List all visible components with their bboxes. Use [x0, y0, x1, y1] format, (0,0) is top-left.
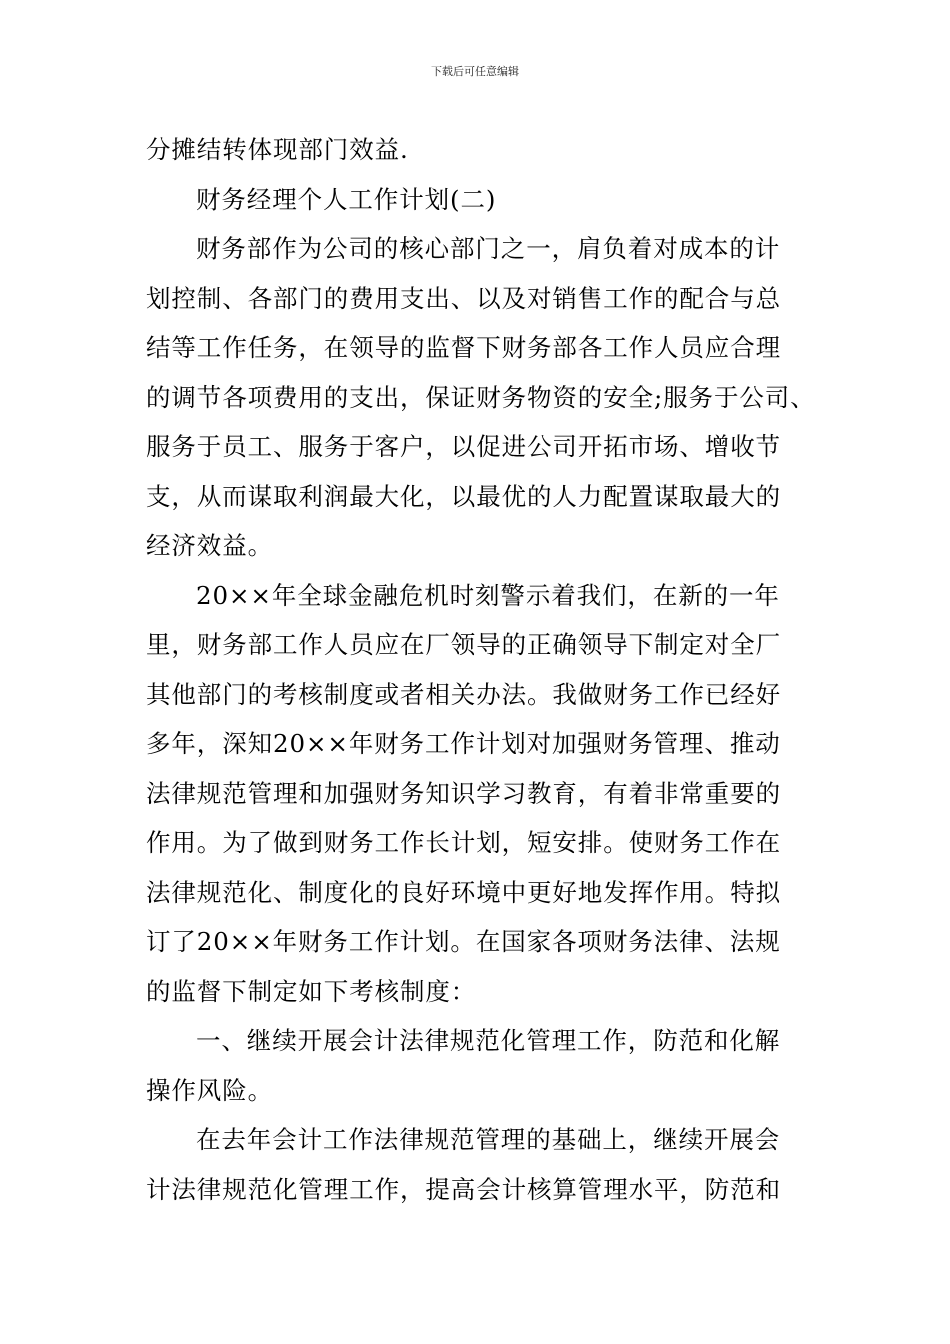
text-line-15: 作用。为了做到财务工作长计划，短安排。使财务工作在	[146, 828, 781, 857]
text-line-21: 在去年会计工作法律规范管理的基础上，继续开展会	[196, 1125, 781, 1154]
text-line-9: 经济效益。	[146, 531, 273, 560]
document-body	[146, 125, 826, 1214]
section-title: 财务经理个人工作计划(二)	[196, 184, 497, 214]
text-line-12: 其他部门的考核制度或者相关办法。我做财务工作已经好	[146, 679, 781, 709]
text-line-8: 支，从而谋取利润最大化，以最优的人力配置谋取最大的	[146, 481, 781, 511]
text-line-20: 操作风险。	[146, 1075, 273, 1105]
text-line-10: 20××年全球金融危机时刻警示着我们，在新的一年	[196, 580, 780, 610]
text-line-11: 里，财务部工作人员应在厂领导的正确领导下制定对全厂	[146, 630, 781, 659]
text-line-19: 一、继续开展会计法律规范化管理工作，防范和化解	[196, 1026, 781, 1055]
text-line-17: 订了20××年财务工作计划。在国家各项财务法律、法规	[146, 927, 781, 956]
text-line-4: 划控制、各部门的费用支出、以及对销售工作的配合与总	[146, 283, 781, 313]
text-line-5: 结等工作任务，在领导的监督下财务部各工作人员应合理	[146, 333, 781, 362]
text-line-13: 多年，深知20××年财务工作计划对加强财务管理、推动	[146, 729, 781, 758]
text-line-7: 服务于员工、服务于客户，以促进公司开拓市场、增收节	[146, 432, 781, 461]
text-line-6: 的调节各项费用的支出，保证财务物资的安全;服务于公司、	[146, 382, 816, 412]
text-line-18: 的监督下制定如下考核制度：	[146, 976, 477, 1006]
text-line-14: 法律规范管理和加强财务知识学习教育，有着非常重要的	[146, 778, 781, 808]
text-line-3: 财务部作为公司的核心部门之一，肩负着对成本的计	[196, 234, 781, 263]
text-line-1: 分摊结转体现部门效益.	[146, 135, 409, 164]
text-line-22: 计法律规范化管理工作，提高会计核算管理水平，防范和	[146, 1174, 781, 1204]
text-line-16: 法律规范化、制度化的良好环境中更好地发挥作用。特拟	[146, 877, 781, 907]
page-header: 下载后可任意编辑	[431, 65, 519, 78]
